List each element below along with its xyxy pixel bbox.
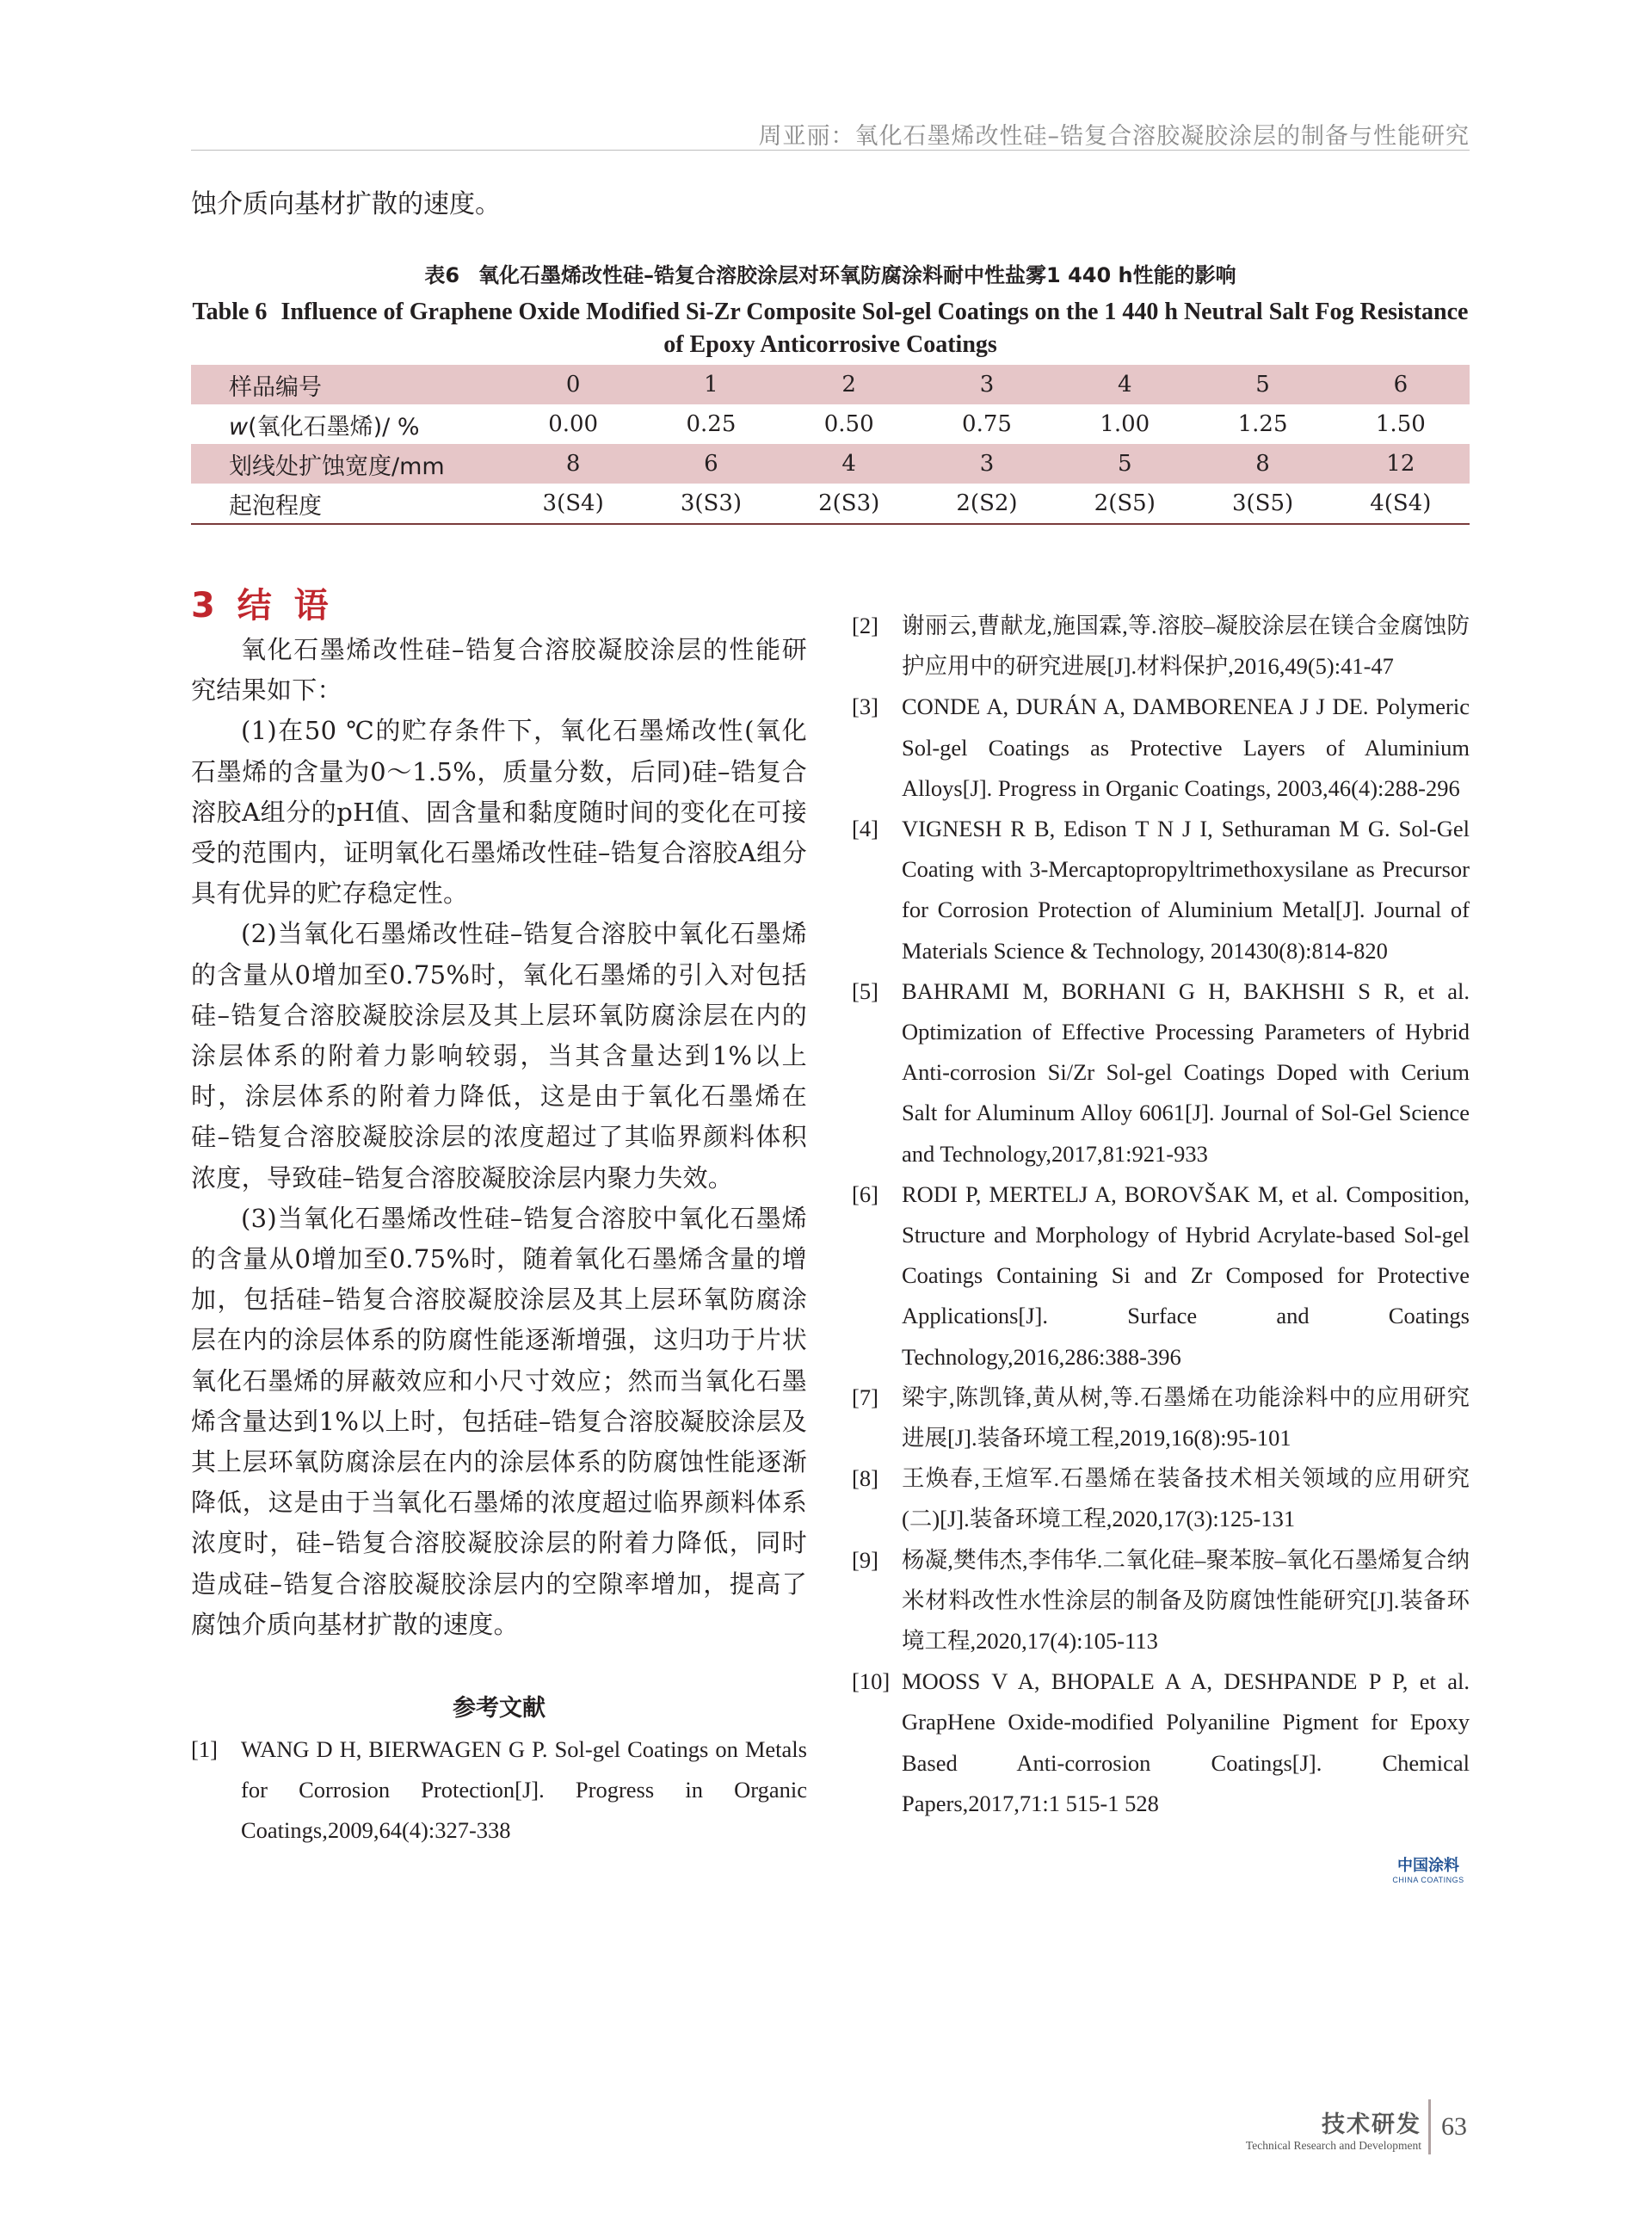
reference-item [852,809,1470,971]
reference-number: [5] [852,977,878,1004]
table-cell: 3 [918,365,1056,404]
right-column [852,606,1470,1824]
table-cell: 1.50 [1375,411,1426,437]
reference-number: [4] [852,816,878,842]
table-number-cn: 表6 [424,263,460,287]
table-cell: 3(S4) [542,490,604,516]
footer-divider [1428,2099,1431,2154]
table-cell: 1 [642,365,780,404]
table-cell: 0.75 [962,411,1012,437]
footer-section-cn: 技术研发 [1322,2111,1421,2138]
row-label [191,484,504,524]
reference-text: MOOSS V A, BHOPALE A A, DESHPANDE P P, et al. GrapHene Oxide-modified Polyaniline Pigment for Epoxy Based Anti-corrosion Coatings[J]. Chemical Papers,2017,71:1 515-1 528 [902,1668,1470,1816]
table-cell: 2(S5) [1094,490,1156,516]
table-cell: 0 [504,365,642,404]
reference-number: [9] [852,1546,878,1573]
table-row [191,444,1470,484]
table-row [191,404,1470,444]
references-heading: 参考文献 [453,1695,546,1723]
row-label-text: 起泡程度 [229,492,322,520]
table-row [191,365,1470,404]
reference-text: WANG D H, BIERWAGEN G P. Sol-gel Coatings on Metals for Corrosion Protection[J]. Progress in Organic Coatings,2009,64(4):327-338 [241,1736,807,1844]
reference-item [852,1378,1470,1458]
reference-item [852,1540,1470,1662]
reference-item [852,606,1470,687]
table-cell: 1.00 [1100,411,1150,437]
conclusion-paragraph: 氧化石墨烯改性硅–锆复合溶胶凝胶涂层的性能研究结果如下： [191,635,807,706]
reference-text: 梁宇,陈凯锋,黄从树,等.石墨烯在功能涂料中的应用研究进展[J].装备环境工程,2019,16(8):95-101 [902,1384,1470,1451]
table-cell: 0.50 [823,411,874,437]
reference-text: CONDE A, DURÁN A, DAMBORENEA J J DE. Polymeric Sol-gel Coatings as Protective Layers of Aluminium Alloys[J]. Progress in Organic Coatings, 2003,46(4):288-296 [902,693,1470,801]
logo-text-en: CHINA COATINGS [1392,1876,1464,1884]
reference-item [852,1661,1470,1824]
reference-text: 杨凝,樊伟杰,李伟华.二氧化硅–聚苯胺–氧化石墨烯复合纳米材料改性水性涂层的制备及防腐蚀性能研究[J].装备环境工程,2020,17(4):105-113 [902,1546,1470,1655]
logo-text-cn: 中国涂料 [1397,1857,1459,1875]
reference-item [852,971,1470,1174]
table-title-cn: 氧化石墨烯改性硅–锆复合溶胶涂层对环氧防腐涂料耐中性盐雾1 440 h性能的影响 [478,263,1236,287]
table-cell: 3(S3) [680,490,743,516]
row-label-text: 样品编号 [229,373,322,401]
reference-item [852,1174,1470,1378]
left-column [191,582,807,1852]
conclusion-paragraph: (2)当氧化石墨烯改性硅–锆复合溶胶中氧化石墨烯的含量从0增加至0.75%时，氧化石墨烯的引入对包括硅–锆复合溶胶凝胶涂层及其上层环氧防腐涂层在内的涂层体系的附着力影响较弱，当其含量达到1%以上时，涂层体系的附着力降低，这是由于氧化石墨烯在硅–锆复合溶胶凝胶涂层的浓度超过了其临界颜料体积浓度，导致硅–锆复合溶胶凝胶涂层内聚力失效。 [191,919,807,1193]
table-cell: 4(S4) [1370,490,1432,516]
table-cell: 6 [642,444,780,484]
reference-item [852,687,1470,809]
table-6 [191,258,1470,525]
row-label [191,365,504,404]
conclusion-paragraph: (1)在50 ℃的贮存条件下，氧化石墨烯改性(氧化石墨烯的含量为0～1.5%，质量分数，后同)硅–锆复合溶胶A组分的pH值、固含量和黏度随时间的变化在可接受的范围内，证明氧化石墨烯改性硅–锆复合溶胶A组分具有优异的贮存稳定性。 [191,716,807,909]
data-table [191,365,1470,525]
china-coatings-logo [1387,1857,1470,1884]
section-heading: 3 结 语 [191,586,334,626]
table-caption-cn [191,258,1470,293]
table-cell: 12 [1332,444,1470,484]
table-cell: 0.25 [686,411,737,437]
table-cell: 4 [1056,365,1193,404]
row-label [191,404,504,444]
page-number: 63 [1441,2112,1467,2141]
running-title: 周亚丽：氧化石墨烯改性硅–锆复合溶胶凝胶涂层的制备与性能研究 [758,123,1470,150]
table-cell: 2(S3) [818,490,880,516]
conclusion-paragraph: (3)当氧化石墨烯改性硅–锆复合溶胶中氧化石墨烯的含量从0增加至0.75%时，随着氧化石墨烯含量的增加，包括硅–锆复合溶胶凝胶涂层及其上层环氧防腐涂层在内的涂层体系的防腐性能逐渐增强，这归功于片状氧化石墨烯的屏蔽效应和小尺寸效应；然而当氧化石墨烯含量达到1%以上时，包括硅–锆复合溶胶凝胶涂层及其上层环氧防腐涂层在内的涂层体系的防腐蚀性能逐渐降低，这是由于当氧化石墨烯的浓度超过临界颜料体系浓度时，硅–锆复合溶胶凝胶涂层的附着力降低，同时造成硅–锆复合溶胶凝胶涂层内的空隙率增加，提高了腐蚀介质向基材扩散的速度。 [191,1203,807,1639]
reference-item [852,1458,1470,1539]
table-cell: 3(S5) [1231,490,1294,516]
table-cell: 8 [1193,444,1331,484]
table-cell: 4 [780,444,918,484]
table-caption-en [191,296,1470,361]
table-cell: 5 [1193,365,1331,404]
reference-text: BAHRAMI M, BORHANI G H, BAKHSHI S R, et al. Optimization of Effective Processing Parameters of Hybrid Anti-corrosion Si/Zr Sol-gel Coatings Doped with Cerium Salt for Aluminum Alloy 6061[J]. Journal of Sol-Gel Science and Technology,2017,81:921-933 [902,977,1470,1167]
reference-number: [8] [852,1465,878,1492]
table-cell: 5 [1056,444,1193,484]
reference-text: VIGNESH R B, Edison T N J I, Sethuraman M G. Sol-Gel Coating with 3-Mercaptopropyltrimethoxysilane as Precursor for Corrosion Protection of Aluminium Metal[J]. Journal of Materials Science & Technology, 201430(8):814-820 [902,816,1470,964]
table-cell: 8 [504,444,642,484]
reference-text: 王焕春,王煊军.石墨烯在装备技术相关领域的应用研究(二)[J].装备环境工程,2020,17(3):125-131 [902,1465,1470,1532]
table-cell: 2 [780,365,918,404]
footer-section-en: Technical Research and Development [1245,2139,1421,2152]
reference-item [191,1729,807,1852]
reference-number: [6] [852,1180,878,1207]
table-cell: 6 [1332,365,1470,404]
table-cell: 2(S2) [956,490,1018,516]
row-label-text: (氧化石墨烯)/ % [248,413,420,441]
reference-number: [10] [852,1668,891,1695]
reference-number: [7] [852,1384,878,1410]
table-cell: 3 [918,444,1056,484]
table-row [191,484,1470,524]
reference-text: RODI P, MERTELJ A, BOROVŠAK M, et al. Composition, Structure and Morphology of Hybrid Acrylate-based Sol-gel Coatings Containing Si and Zr Composed for Protective Applications[J]. Surface and Coatings Technology,2016,286:388-396 [902,1180,1470,1370]
table-cell: 1.25 [1237,411,1288,437]
reference-text: 谢丽云,曹献龙,施国霖,等.溶胶–凝胶涂层在镁合金腐蚀防护应用中的研究进展[J].材料保护,2016,49(5):41-47 [902,613,1470,680]
table-cell: 0.00 [548,411,599,437]
row-label-symbol: w [229,413,249,441]
reference-number: [2] [852,613,878,638]
table-title-en: Influence of Graphene Oxide Modified Si-Zr Composite Sol-gel Coatings on the 1 440 h Neutral Salt Fog Resistance of Epoxy Anticorrosive Coatings [280,299,1469,358]
continuation-text: 蚀介质向基材扩散的速度。 [191,189,501,219]
header-rule [191,150,1470,151]
reference-number: [3] [852,693,878,720]
reference-number: [1] [191,1736,218,1763]
row-label [191,444,504,484]
row-label-text: 划线处扩蚀宽度/mm [229,453,445,480]
table-number-en: Table 6 [192,299,268,325]
